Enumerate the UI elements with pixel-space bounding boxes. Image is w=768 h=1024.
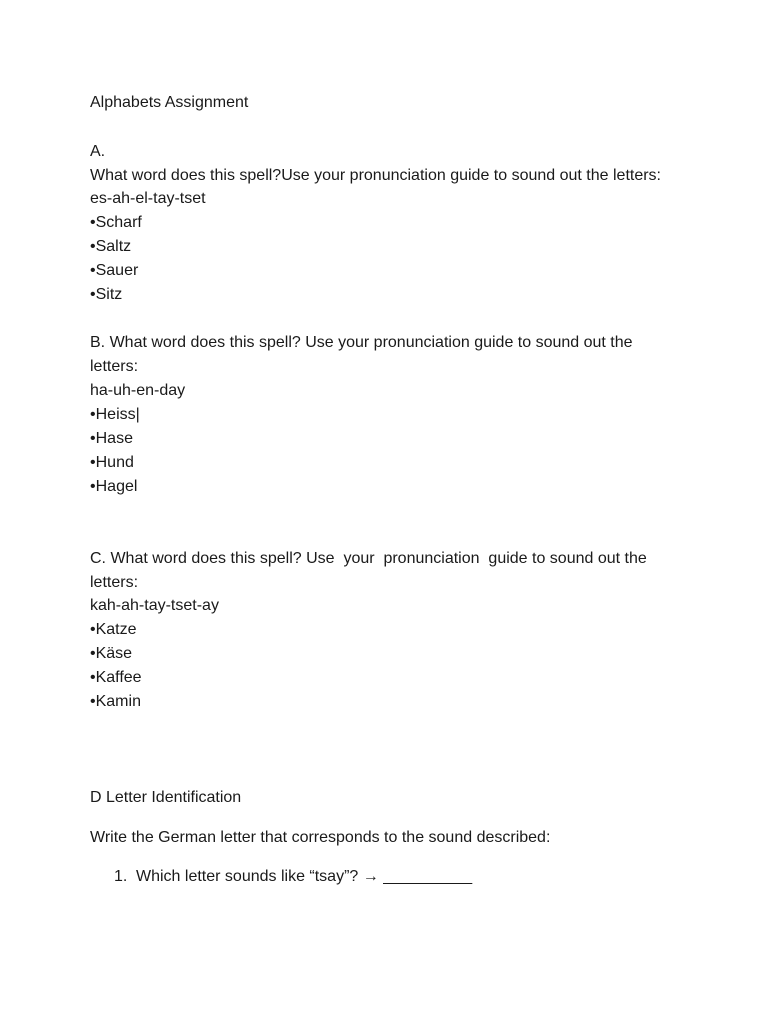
section-c-option: • Katze — [90, 620, 137, 640]
section-b-option: • Heiss| — [90, 405, 140, 425]
section-a-option: • Scharf — [90, 213, 142, 233]
section-b-question: B. What word does this spell? Use your pronunciation guide to sound out the — [90, 334, 633, 351]
section-a-option: • Saltz — [90, 237, 131, 257]
item-text: Which letter sounds like “tsay”? → __________ — [136, 868, 473, 885]
section-c-option: • Käse — [90, 644, 132, 664]
section-c-spelling: kah-ah-tay-tset-ay — [90, 597, 219, 614]
section-b-option: • Hase — [90, 429, 133, 449]
section-b-question-continued: letters: — [90, 358, 139, 375]
document-title: Alphabets Assignment — [90, 94, 249, 111]
section-b-option: • Hund — [90, 453, 134, 473]
section-b-spelling: ha-uh-en-day — [90, 382, 186, 399]
section-a-label: A. — [90, 143, 106, 160]
section-b-option: • Hagel — [90, 477, 137, 497]
section-a-option: • Sauer — [90, 261, 138, 281]
section-c-option: • Kaffee — [90, 668, 142, 688]
section-a-option: • Sitz — [90, 285, 122, 305]
item-number: 1. — [114, 868, 128, 885]
section-a-question: What word does this spell?Use your pronunciation guide to sound out the letters: — [90, 167, 661, 184]
section-d-heading: D Letter Identification — [90, 789, 242, 806]
section-d-item — [114, 867, 472, 887]
section-c-option: • Kamin — [90, 692, 141, 712]
section-a-spelling: es-ah-el-tay-tset — [90, 190, 206, 207]
section-d-instruction: Write the German letter that corresponds to the sound described: — [90, 829, 551, 846]
section-c-question: C. What word does this spell? Use your pronunciation guide to sound out the — [90, 550, 647, 567]
section-c-question-continued: letters: — [90, 574, 139, 591]
